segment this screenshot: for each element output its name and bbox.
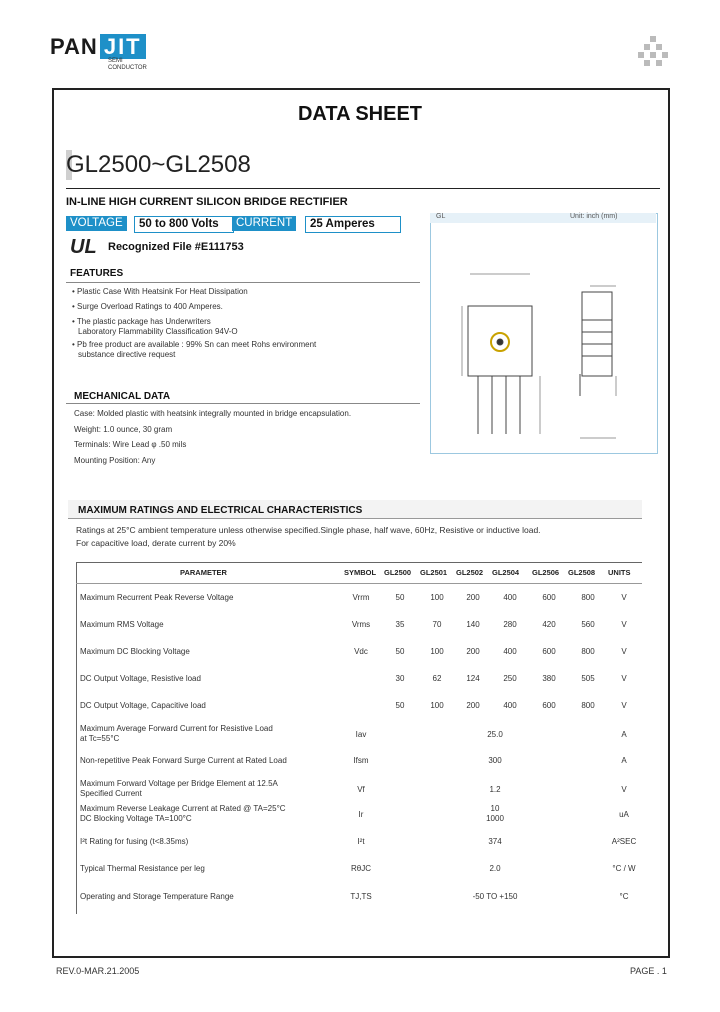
th-gl2504: GL2504 xyxy=(492,568,520,577)
row-symbol: I²t xyxy=(357,837,365,846)
part-number: GL2500~GL2508 xyxy=(66,151,251,178)
row-parameter: Maximum DC Blocking Voltage xyxy=(80,647,190,656)
logo-subtitle xyxy=(108,58,147,72)
row-value: 250 xyxy=(503,674,517,683)
row-value: 200 xyxy=(466,593,480,602)
row-value: 50 xyxy=(395,701,405,710)
row-parameter-2: Specified Current xyxy=(80,789,142,798)
row-value: 100 xyxy=(430,647,444,656)
table-top-rule xyxy=(76,562,642,563)
row-unit: °C / W xyxy=(612,864,636,873)
row-unit: V xyxy=(621,701,627,710)
row-unit: V xyxy=(621,620,627,629)
row-symbol: Vrrm xyxy=(352,593,370,602)
voltage-value: 50 to 800 Volts xyxy=(134,216,234,233)
row-symbol: Vrms xyxy=(351,620,371,629)
row-value: 600 xyxy=(542,593,556,602)
current-label: CURRENT xyxy=(232,216,296,231)
th-symbol: SYMBOL xyxy=(344,568,377,577)
page-number: PAGE . 1 xyxy=(630,966,667,976)
ratings-heading: MAXIMUM RATINGS AND ELECTRICAL CHARACTERISTICS xyxy=(78,505,363,516)
th-gl2501: GL2501 xyxy=(420,568,448,577)
row-value: 200 xyxy=(466,701,480,710)
row-value-2: 1000 xyxy=(486,814,504,823)
row-parameter: Maximum Forward Voltage per Bridge Element at 12.5A xyxy=(80,779,278,788)
feature-item: • Pb free product are available : 99% Sn can meet Rohs environment xyxy=(72,340,317,349)
row-parameter: Maximum RMS Voltage xyxy=(80,620,164,629)
features-list xyxy=(72,287,422,360)
row-value: 280 xyxy=(503,620,517,629)
th-gl2500: GL2500 xyxy=(384,568,412,577)
logo-jit: JIT xyxy=(100,34,146,59)
row-unit: A xyxy=(621,730,627,739)
row-value: 2.0 xyxy=(489,864,501,873)
row-value: 300 xyxy=(488,756,502,765)
row-unit: A xyxy=(621,756,627,765)
row-parameter: I²t Rating for fusing (t<8.35ms) xyxy=(80,837,189,846)
row-parameter: Maximum Average Forward Current for Resistive Load xyxy=(80,724,273,733)
th-parameter: PARAMETER xyxy=(180,568,227,577)
row-value: 70 xyxy=(432,620,442,629)
row-value: -50 TO +150 xyxy=(472,892,518,901)
mech-item: Terminals: Wire Lead φ .50 mils xyxy=(74,440,187,449)
row-value: 1.2 xyxy=(489,785,501,794)
row-symbol: Iav xyxy=(355,730,367,739)
row-parameter: Maximum Reverse Leakage Current at Rated @ TA=25°C xyxy=(80,804,286,813)
row-value: 800 xyxy=(581,647,595,656)
row-symbol: Vf xyxy=(357,785,365,794)
row-value: 50 xyxy=(395,593,405,602)
th-gl2508: GL2508 xyxy=(568,568,596,577)
ratings-note-1: Ratings at 25°C ambient temperature unless otherwise specified.Single phase, half wave, 60Hz, Resistive or inductive load. xyxy=(76,525,541,535)
title-rule xyxy=(66,188,660,189)
row-value: 200 xyxy=(466,647,480,656)
features-rule xyxy=(66,282,420,283)
row-symbol: Ir xyxy=(358,810,364,819)
row-value: 560 xyxy=(581,620,595,629)
row-unit: V xyxy=(621,647,627,656)
feature-item: Laboratory Flammability Classification 94V-O xyxy=(78,327,238,336)
row-parameter-2: at Tc=55°C xyxy=(80,734,120,743)
feature-item: • Plastic Case With Heatsink For Heat Dissipation xyxy=(72,287,248,296)
row-unit: V xyxy=(621,674,627,683)
logo-sub2: CONDUCTOR xyxy=(108,65,147,71)
row-value: 374 xyxy=(488,837,502,846)
decorative-squares-icon xyxy=(638,36,668,70)
mech-item: Weight: 1.0 ounce, 30 gram xyxy=(74,425,173,434)
row-value: 100 xyxy=(430,701,444,710)
mechanical-heading: MECHANICAL DATA xyxy=(74,391,171,402)
row-symbol: TJ,TS xyxy=(350,892,372,901)
row-unit: V xyxy=(621,785,627,794)
row-value: 400 xyxy=(503,647,517,656)
th-units: UNITS xyxy=(608,568,631,577)
row-value: 400 xyxy=(503,701,517,710)
ratings-note-2: For capacitive load, derate current by 20% xyxy=(76,538,236,548)
row-unit: °C xyxy=(619,892,629,901)
frame-left xyxy=(52,88,54,958)
row-value: 124 xyxy=(466,674,480,683)
package-drawing-icon xyxy=(430,224,656,452)
revision: REV.0-MAR.21.2005 xyxy=(56,966,140,976)
row-parameter: DC Output Voltage, Capacitive load xyxy=(80,701,206,710)
diagram-package: GL xyxy=(436,213,446,220)
diagram-header xyxy=(430,213,656,223)
feature-item: • Surge Overload Ratings to 400 Amperes. xyxy=(72,302,223,311)
row-value: 400 xyxy=(503,593,517,602)
row-value: 380 xyxy=(542,674,556,683)
frame-right xyxy=(668,88,670,958)
frame-top xyxy=(52,88,670,90)
frame-bottom xyxy=(52,956,670,958)
row-value: 30 xyxy=(395,674,405,683)
row-value: 800 xyxy=(581,593,595,602)
row-value: 505 xyxy=(581,674,595,683)
row-parameter: DC Output Voltage, Resistive load xyxy=(80,674,201,683)
row-value: 25.0 xyxy=(487,730,503,739)
ul-recognized: Recognized File #E111753 xyxy=(108,241,244,253)
row-value: 800 xyxy=(581,701,595,710)
company-logo xyxy=(50,34,146,60)
mech-item: Case: Molded plastic with heatsink integrally mounted in bridge encapsulation. xyxy=(74,409,352,418)
features-heading: FEATURES xyxy=(70,268,124,279)
row-parameter: Typical Thermal Resistance per leg xyxy=(80,864,205,873)
row-parameter: Operating and Storage Temperature Range xyxy=(80,892,234,901)
row-parameter-2: DC Blocking Voltage TA=100°C xyxy=(80,814,192,823)
row-parameter: Maximum Recurrent Peak Reverse Voltage xyxy=(80,593,234,602)
product-subtitle: IN-LINE HIGH CURRENT SILICON BRIDGE RECTIFIER xyxy=(66,196,348,208)
current-value: 25 Amperes xyxy=(305,216,401,233)
row-value: 35 xyxy=(395,620,405,629)
th-gl2502: GL2502 xyxy=(456,568,484,577)
mech-item: Mounting Position: Any xyxy=(74,456,156,465)
diagram-unit: Unit: inch (mm) xyxy=(570,213,618,220)
row-value: 62 xyxy=(432,674,442,683)
row-value: 420 xyxy=(542,620,556,629)
voltage-label: VOLTAGE xyxy=(66,216,127,231)
th-gl2506: GL2506 xyxy=(532,568,560,577)
ul-mark-icon: UL xyxy=(70,236,97,258)
table-header-rule xyxy=(76,583,642,584)
feature-item: • The plastic package has Underwriters xyxy=(72,317,211,326)
logo-sub1: SEMI xyxy=(108,58,123,64)
row-unit: uA xyxy=(619,810,629,819)
row-symbol: Ifsm xyxy=(353,756,369,765)
row-unit: V xyxy=(621,593,627,602)
row-symbol: Vdc xyxy=(354,647,368,656)
logo-pan: PAN xyxy=(50,34,98,59)
row-value: 600 xyxy=(542,701,556,710)
row-value: 140 xyxy=(466,620,480,629)
table-left-rule xyxy=(76,562,77,914)
row-unit: A²SEC xyxy=(611,837,637,846)
row-value: 100 xyxy=(430,593,444,602)
row-symbol: RθJC xyxy=(350,864,371,873)
row-value: 50 xyxy=(395,647,405,656)
feature-item: substance directive request xyxy=(78,350,176,359)
row-value: 10 xyxy=(490,804,500,813)
page-title: DATA SHEET xyxy=(297,103,423,125)
mechanical-rule xyxy=(66,403,420,404)
row-parameter: Non-repetitive Peak Forward Surge Current at Rated Load xyxy=(80,756,287,765)
row-value: 600 xyxy=(542,647,556,656)
